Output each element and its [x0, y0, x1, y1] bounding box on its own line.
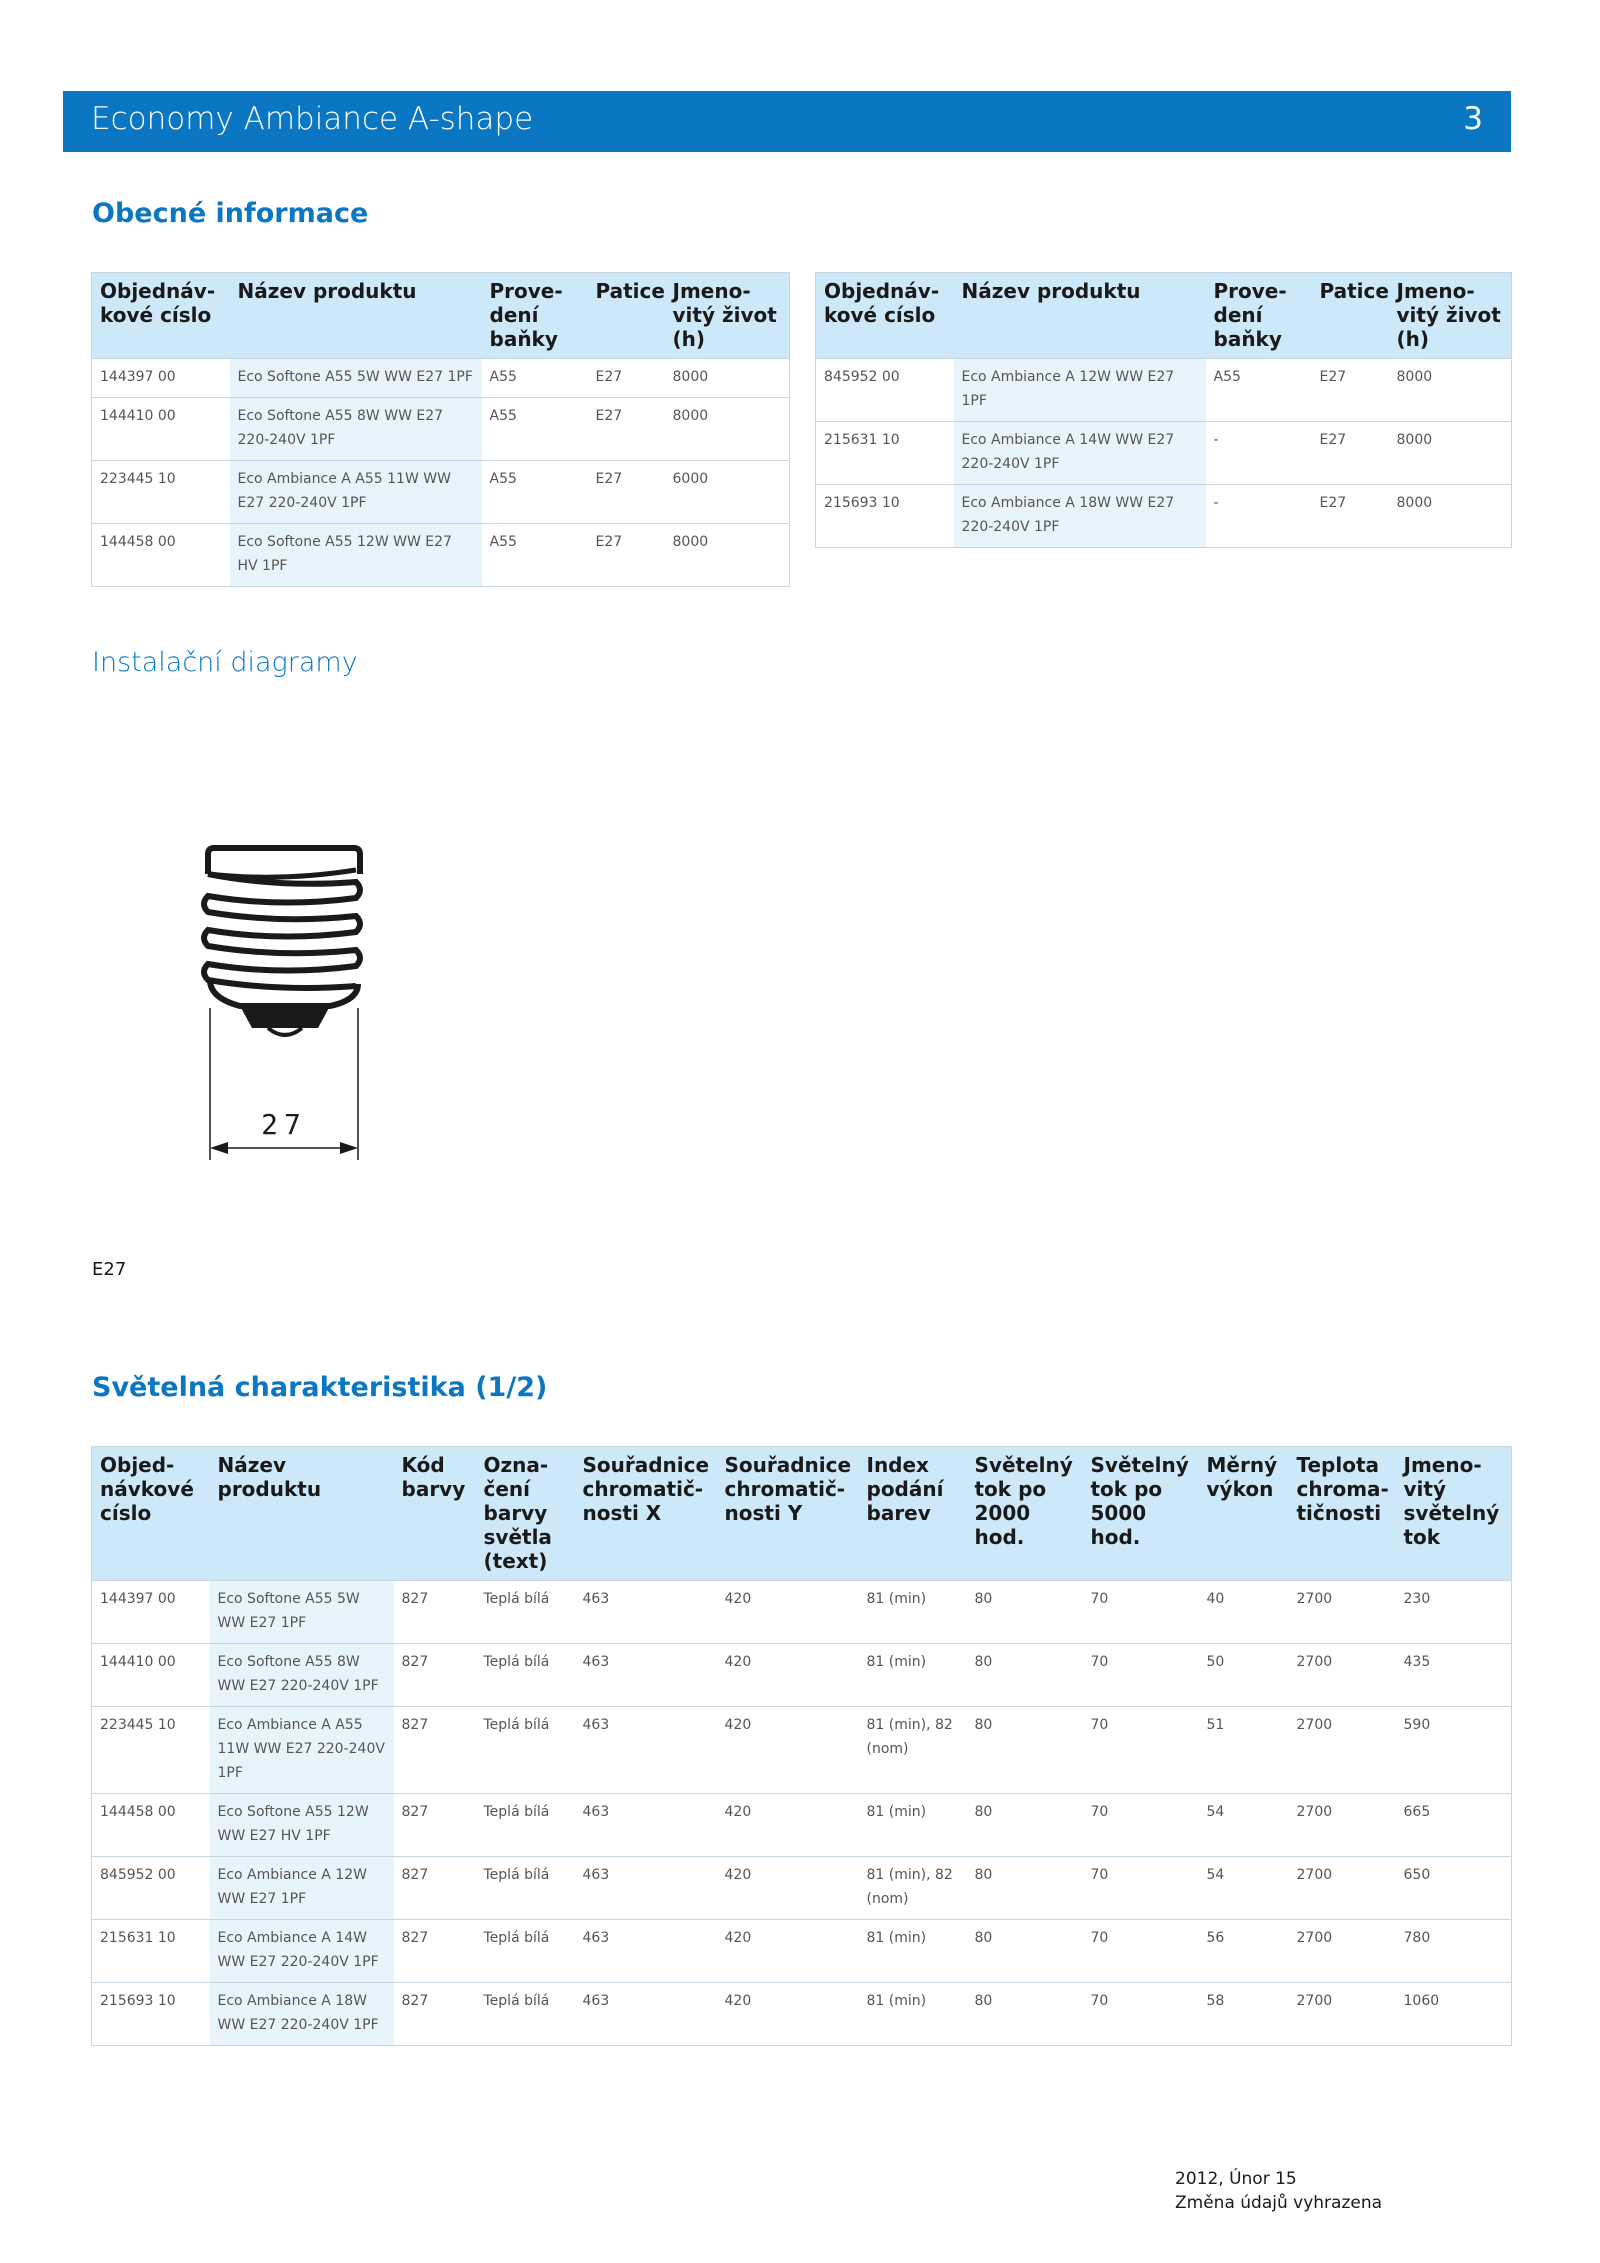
table-cell: 144397 00: [92, 1581, 210, 1644]
table-cell: 81 (min): [859, 1983, 967, 2046]
table-cell: 81 (min): [859, 1644, 967, 1707]
table-cell: 650: [1396, 1857, 1512, 1920]
table-cell: A55: [1206, 359, 1312, 422]
column-header: Index podání barev: [859, 1447, 967, 1581]
table-cell: Eco Ambiance A A55 11W WW E27 220-240V 1PF: [210, 1707, 394, 1794]
table-cell: 590: [1396, 1707, 1512, 1794]
table-cell: 56: [1199, 1920, 1289, 1983]
table-row: [816, 359, 1512, 422]
table-cell: 8000: [1389, 485, 1512, 548]
table-cell: 144458 00: [92, 524, 230, 587]
table-header-row: [92, 1447, 1512, 1581]
column-header: Objed- návkové císlo: [92, 1447, 210, 1581]
column-header: Kód barvy: [394, 1447, 476, 1581]
column-header: Souřadnice chromatič- nosti X: [575, 1447, 717, 1581]
table-row: [816, 422, 1512, 485]
footer-date: 2012, Únor 15: [1175, 2169, 1297, 2189]
table-cell: 215631 10: [816, 422, 954, 485]
column-header: Prove- dení baňky: [482, 273, 588, 359]
column-header: Objednáv- kové císlo: [816, 273, 954, 359]
table-cell: 51: [1199, 1707, 1289, 1794]
table-row: [816, 485, 1512, 548]
column-header: Prove- dení baňky: [1206, 273, 1312, 359]
table-cell: A55: [482, 524, 588, 587]
table-cell: 463: [575, 1857, 717, 1920]
document-title: Economy Ambiance A-shape: [91, 101, 534, 137]
table-cell: E27: [1312, 485, 1389, 548]
table-cell: Eco Ambiance A 12W WW E27 1PF: [954, 359, 1206, 422]
column-header: Jmeno- vitý život (h): [665, 273, 790, 359]
table-cell: 463: [575, 1983, 717, 2046]
table-cell: 420: [717, 1581, 859, 1644]
table-cell: Teplá bílá: [476, 1707, 575, 1794]
table-cell: 8000: [665, 524, 790, 587]
table-row: [92, 1707, 1512, 1794]
table-cell: E27: [1312, 359, 1389, 422]
table-cell: Eco Ambiance A 12W WW E27 1PF: [210, 1857, 394, 1920]
column-header: Název produktu: [210, 1447, 394, 1581]
installation-diagrams-heading: Instalační diagramy: [92, 647, 358, 678]
table-cell: 50: [1199, 1644, 1289, 1707]
table-cell: 463: [575, 1707, 717, 1794]
column-header: Patice: [588, 273, 665, 359]
general-info-heading: Obecné informace: [92, 198, 369, 229]
dimension-label: 27: [261, 1108, 307, 1141]
table-cell: Eco Softone A55 8W WW E27 220-240V 1PF: [230, 398, 482, 461]
general-info-table-right: [815, 272, 1512, 548]
table-cell: 80: [967, 1707, 1083, 1794]
footer-notice: Změna údajů vyhrazena: [1175, 2193, 1383, 2213]
column-header: Jmeno- vitý světelný tok: [1396, 1447, 1512, 1581]
table-cell: 827: [394, 1581, 476, 1644]
table-cell: 2700: [1289, 1644, 1396, 1707]
table-cell: 70: [1083, 1794, 1199, 1857]
table-row: [92, 1794, 1512, 1857]
table-cell: 144410 00: [92, 398, 230, 461]
table-cell: 70: [1083, 1857, 1199, 1920]
table-cell: 463: [575, 1581, 717, 1644]
footer: [1175, 2167, 1382, 2215]
table-cell: 8000: [1389, 359, 1512, 422]
table-cell: 420: [717, 1857, 859, 1920]
table-cell: 215693 10: [92, 1983, 210, 2046]
table-cell: 420: [717, 1794, 859, 1857]
table-cell: 223445 10: [92, 1707, 210, 1794]
table-cell: 54: [1199, 1857, 1289, 1920]
table-row: [92, 398, 790, 461]
table-cell: 827: [394, 1644, 476, 1707]
table-cell: 70: [1083, 1644, 1199, 1707]
table-cell: 80: [967, 1644, 1083, 1707]
table-row: [92, 359, 790, 398]
table-cell: E27: [588, 398, 665, 461]
table-cell: 81 (min), 82 (nom): [859, 1707, 967, 1794]
table-cell: 215631 10: [92, 1920, 210, 1983]
table-cell: 215693 10: [816, 485, 954, 548]
table-cell: 54: [1199, 1794, 1289, 1857]
table-cell: 827: [394, 1707, 476, 1794]
table-cell: -: [1206, 485, 1312, 548]
table-cell: 2700: [1289, 1920, 1396, 1983]
table-cell: E27: [1312, 422, 1389, 485]
table-cell: Eco Ambiance A 14W WW E27 220-240V 1PF: [954, 422, 1206, 485]
table-cell: 463: [575, 1794, 717, 1857]
table-cell: 827: [394, 1857, 476, 1920]
table-cell: 8000: [1389, 422, 1512, 485]
table-cell: A55: [482, 398, 588, 461]
table-cell: -: [1206, 422, 1312, 485]
table-cell: 40: [1199, 1581, 1289, 1644]
table-cell: 80: [967, 1983, 1083, 2046]
column-header: Název produktu: [230, 273, 482, 359]
table-cell: Eco Ambiance A 18W WW E27 220-240V 1PF: [954, 485, 1206, 548]
table-cell: E27: [588, 359, 665, 398]
table-cell: 420: [717, 1707, 859, 1794]
table-cell: 420: [717, 1920, 859, 1983]
column-header: Název produktu: [954, 273, 1206, 359]
table-cell: 70: [1083, 1581, 1199, 1644]
table-cell: Teplá bílá: [476, 1857, 575, 1920]
table-cell: 70: [1083, 1920, 1199, 1983]
table-header-row: [92, 273, 790, 359]
diagram-caption: E27: [92, 1259, 127, 1280]
general-info-table-left: [91, 272, 790, 587]
table-row: [92, 1983, 1512, 2046]
column-header: Teplota chroma- tičnosti: [1289, 1447, 1396, 1581]
table-cell: Eco Ambiance A 14W WW E27 220-240V 1PF: [210, 1920, 394, 1983]
table-cell: 1060: [1396, 1983, 1512, 2046]
table-row: [92, 1857, 1512, 1920]
column-header: Měrný výkon: [1199, 1447, 1289, 1581]
table-cell: 2700: [1289, 1857, 1396, 1920]
table-cell: 6000: [665, 461, 790, 524]
table-cell: 420: [717, 1644, 859, 1707]
table-cell: Eco Ambiance A 18W WW E27 220-240V 1PF: [210, 1983, 394, 2046]
page-number: 3: [1463, 101, 1483, 137]
table-cell: Eco Softone A55 12W WW E27 HV 1PF: [210, 1794, 394, 1857]
e27-base-diagram: [180, 830, 400, 1170]
table-cell: 81 (min): [859, 1920, 967, 1983]
table-cell: A55: [482, 461, 588, 524]
table-cell: 827: [394, 1983, 476, 2046]
table-cell: 223445 10: [92, 461, 230, 524]
table-cell: Eco Softone A55 8W WW E27 220-240V 1PF: [210, 1644, 394, 1707]
table-cell: 144410 00: [92, 1644, 210, 1707]
table-cell: Eco Softone A55 12W WW E27 HV 1PF: [230, 524, 482, 587]
table-cell: 8000: [665, 359, 790, 398]
table-cell: 144458 00: [92, 1794, 210, 1857]
table-cell: 144397 00: [92, 359, 230, 398]
table-cell: 827: [394, 1920, 476, 1983]
table-cell: 420: [717, 1983, 859, 2046]
table-cell: 845952 00: [92, 1857, 210, 1920]
table-cell: Teplá bílá: [476, 1581, 575, 1644]
table-cell: 230: [1396, 1581, 1512, 1644]
table-cell: Teplá bílá: [476, 1920, 575, 1983]
table-cell: Teplá bílá: [476, 1794, 575, 1857]
column-header: Objednáv- kové císlo: [92, 273, 230, 359]
table-cell: Eco Softone A55 5W WW E27 1PF: [210, 1581, 394, 1644]
table-cell: 827: [394, 1794, 476, 1857]
table-cell: A55: [482, 359, 588, 398]
table-cell: 70: [1083, 1707, 1199, 1794]
table-row: [92, 1920, 1512, 1983]
table-cell: 2700: [1289, 1707, 1396, 1794]
table-row: [92, 1581, 1512, 1644]
table-cell: 2700: [1289, 1983, 1396, 2046]
column-header: Jmeno- vitý život (h): [1389, 273, 1512, 359]
table-cell: 2700: [1289, 1794, 1396, 1857]
table-row: [92, 524, 790, 587]
table-cell: 70: [1083, 1983, 1199, 2046]
table-cell: E27: [588, 461, 665, 524]
table-cell: 81 (min): [859, 1794, 967, 1857]
table-cell: 81 (min): [859, 1581, 967, 1644]
table-cell: Eco Ambiance A A55 11W WW E27 220-240V 1PF: [230, 461, 482, 524]
table-row: [92, 1644, 1512, 1707]
table-cell: 80: [967, 1581, 1083, 1644]
header-bar: [63, 91, 1511, 152]
table-cell: 435: [1396, 1644, 1512, 1707]
light-characteristics-heading: Světelná charakteristika (1/2): [92, 1372, 548, 1403]
table-cell: 665: [1396, 1794, 1512, 1857]
column-header: Světelný tok po 5000 hod.: [1083, 1447, 1199, 1581]
column-header: Ozna- čení barvy světla (text): [476, 1447, 575, 1581]
table-cell: 58: [1199, 1983, 1289, 2046]
table-cell: Teplá bílá: [476, 1983, 575, 2046]
table-cell: 8000: [665, 398, 790, 461]
table-cell: 463: [575, 1644, 717, 1707]
table-header-row: [816, 273, 1512, 359]
table-cell: 463: [575, 1920, 717, 1983]
table-cell: 80: [967, 1794, 1083, 1857]
column-header: Světelný tok po 2000 hod.: [967, 1447, 1083, 1581]
column-header: Souřadnice chromatič- nosti Y: [717, 1447, 859, 1581]
table-row: [92, 461, 790, 524]
table-cell: 2700: [1289, 1581, 1396, 1644]
light-characteristics-table: [91, 1446, 1512, 2046]
table-cell: 780: [1396, 1920, 1512, 1983]
column-header: Patice: [1312, 273, 1389, 359]
table-cell: 845952 00: [816, 359, 954, 422]
table-cell: Eco Softone A55 5W WW E27 1PF: [230, 359, 482, 398]
table-cell: Teplá bílá: [476, 1644, 575, 1707]
table-cell: E27: [588, 524, 665, 587]
table-cell: 81 (min), 82 (nom): [859, 1857, 967, 1920]
table-cell: 80: [967, 1857, 1083, 1920]
table-cell: 80: [967, 1920, 1083, 1983]
